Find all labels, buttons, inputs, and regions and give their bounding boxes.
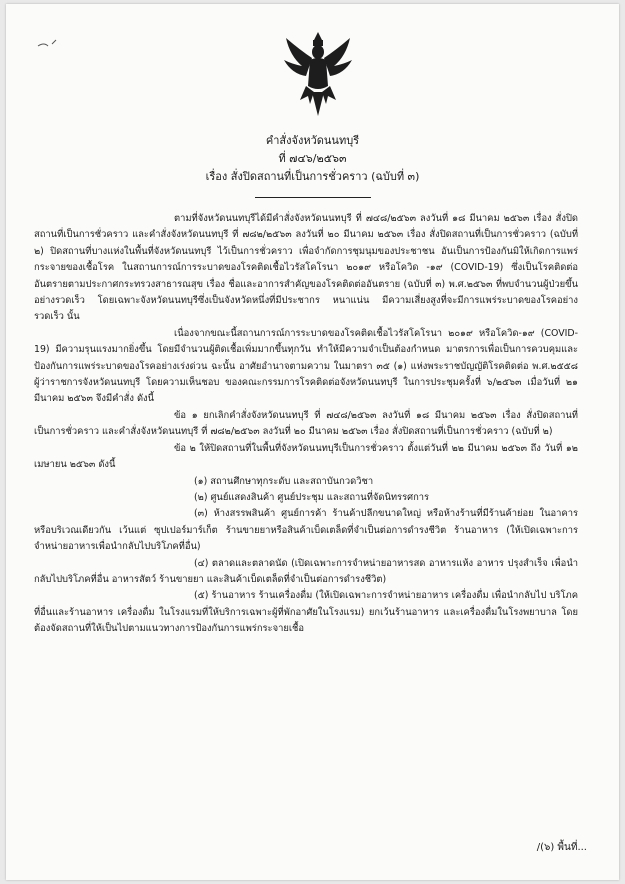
document-page bbox=[6, 4, 619, 880]
paragraph: เนื่องจากขณะนี้สถานการณ์การระบาดของโรคติดเชื้อไวรัสโคโรนา ๒๐๑๙ หรือโควิด-๑๙ (COVID-19) มีความรุนแรงมากยิ่งขึ้น โดยมีจำนวนผู้ติดเชื้อเพิ่มมากขึ้นทุกวัน ทำให้มีความจำเป็นต้องกำหนด มาตรการเพื่อเป็นการควบคุมและป้องกันการแพร่ระบาดของโรคอย่างเร่งด่วน ฉะนั้น อาศัยอำนาจตามความ ในมาตรา ๓๕ (๑) แห่งพระราชบัญญัติโรคติดต่อ พ.ศ.๒๕๕๘ ผู้ว่าราชการจังหวัดนนทบุรี โดยความเห็นชอบ ของคณะกรรมการโรคติดต่อจังหวัดนนทบุรี ในการประชุมครั้งที่ ๖/๒๕๖๓ เมื่อวันที่ ๒๑ มีนาคม ๒๕๖๓ จึงมีคำสั่ง ดังนี้ bbox=[34, 327, 578, 405]
continued-page-note: /(๖) พื้นที่... bbox=[536, 842, 587, 853]
list-item: (๕) ร้านอาหาร ร้านเครื่องดื่ม (ให้เปิดเฉพาะการจำหน่ายอาหาร เครื่องดื่ม เพื่อนำกลับไป บริโภคที่อื่นและร้านอาหาร เครื่องดื่ม ในโรงแรมที่ให้บริการเฉพาะผู้ที่พักอาศัยในโรงแรม) ยกเว้นร้านอาหาร และเครื่องดื่มในโรงพยาบาล โดยต้องจัดสถานที่ให้เป็นไปตามแนวทางการป้องกันการแพร่กระจายเชื้อ bbox=[34, 590, 578, 635]
list-item: (๔) ตลาดและตลาดนัด (เปิดเฉพาะการจำหน่ายอาหารสด อาหารแห้ง อาหาร ปรุงสำเร็จ เพื่อนำกลับไปบริโภคที่อื่น อาหารสัตว์ ร้านขายยา และสินค้าเบ็ดเตล็ดที่จำเป็นต่อการดำรงชีวิต) bbox=[34, 557, 578, 585]
list-item: (๑) สถานศึกษาทุกระดับ และสถาบันกวดวิชา bbox=[194, 475, 374, 487]
paragraph: ข้อ ๒ ให้ปิดสถานที่ในพื้นที่จังหวัดนนทบุรีเป็นการชั่วคราว ตั้งแต่วันที่ ๒๒ มีนาคม ๒๕๖๓ ถึง วันที่ ๑๒ เมษายน ๒๕๖๓ ดังนี้ bbox=[34, 442, 578, 471]
garuda-emblem-icon bbox=[280, 30, 356, 120]
document-subject: เรื่อง สั่งปิดสถานที่เป็นการชั่วคราว (ฉบับที่ ๓) bbox=[205, 170, 420, 183]
list-item: (๓) ห้างสรรพสินค้า ศูนย์การค้า ร้านค้าปลีกขนาดใหญ่ หรือห้างร้านที่มีร้านค้าย่อย ในอาคารหรือบริเวณเดียวกัน เว้นแต่ ซุปเปอร์มาร์เก็ต ร้านขายยาหรือสินค้าเบ็ดเตล็ดที่จำเป็นต่อการดำรงชีวิต ร้านอาหาร (ให้เปิดเฉพาะการจำหน่ายอาหารเพื่อนำกลับไปบริโภคที่อื่น) bbox=[34, 508, 578, 553]
divider bbox=[255, 197, 371, 198]
document-title: คำสั่งจังหวัดนนทบุรี bbox=[265, 134, 360, 147]
pen-mark bbox=[36, 34, 66, 54]
paragraph: ตามที่จังหวัดนนทบุรีได้มีคำสั่งจังหวัดนนทบุรี ที่ ๗๔๘/๒๕๖๓ ลงวันที่ ๑๘ มีนาคม ๒๕๖๓ เรื่อง สั่งปิดสถานที่เป็นการชั่วคราว และคำสั่งจังหวัดนนทบุรี ที่ ๗๘๒/๒๕๖๓ ลงวันที่ ๒๐ มีนาคม ๒๕๖๓ เรื่อง สั่งปิดสถานที่เป็นการชั่วคราว (ฉบับที่ ๒) ปิดสถานที่บางแห่งในพื้นที่จังหวัดนนทบุรี ไว้เป็นการชั่วคราว เพื่อจำกัดการชุมนุมของประชาชน อันเป็นการป้องกันมิให้เกิดการแพร่กระจายของเชื้อโรค ในสถานการณ์การระบาดของโรคติดเชื้อไวรัสโคโรนา ๒๐๑๙ หรือโควิด -๑๙ (COVID-19) ซึ่งเป็นโรคติดต่อ อันตรายตามประกาศกระทรวงสาธารณสุข เรื่อง ชื่อและอาการสำคัญของโรคติดต่ออันตราย (ฉบับที่ ๓) พ.ศ.๒๕๖๓ ที่พบจำนวนผู้ป่วยขึ้นอย่างรวดเร็ว โดยเฉพาะจังหวัดนนทบุรีซึ่งเป็นจังหวัดหนึ่งที่มีประชากร หนาแน่น มีความเสี่ยงสูงที่จะมีการแพร่ระบาดของโรคอย่างรวดเร็ว นั้น bbox=[34, 213, 578, 323]
paragraph: ข้อ ๑ ยกเลิกคำสั่งจังหวัดนนทบุรี ที่ ๗๔๘/๒๕๖๓ ลงวันที่ ๑๘ มีนาคม ๒๕๖๓ เรื่อง สั่งปิดสถานที่เป็นการชั่วคราว และคำสั่งจังหวัดนนทบุรี ที่ ๗๘๒/๒๕๖๓ ลงวันที่ ๒๐ มีนาคม ๒๕๖๓ เรื่อง สั่งปิดสถานที่เป็นการชั่วคราว (ฉบับที่ ๒) bbox=[34, 409, 578, 438]
list-item: (๒) ศูนย์แสดงสินค้า ศูนย์ประชุม และสถานที่จัดนิทรรศการ bbox=[194, 491, 430, 503]
document-number: ที่ ๗๔๖/๒๕๖๓ bbox=[278, 152, 347, 165]
document-body bbox=[34, 211, 578, 638]
